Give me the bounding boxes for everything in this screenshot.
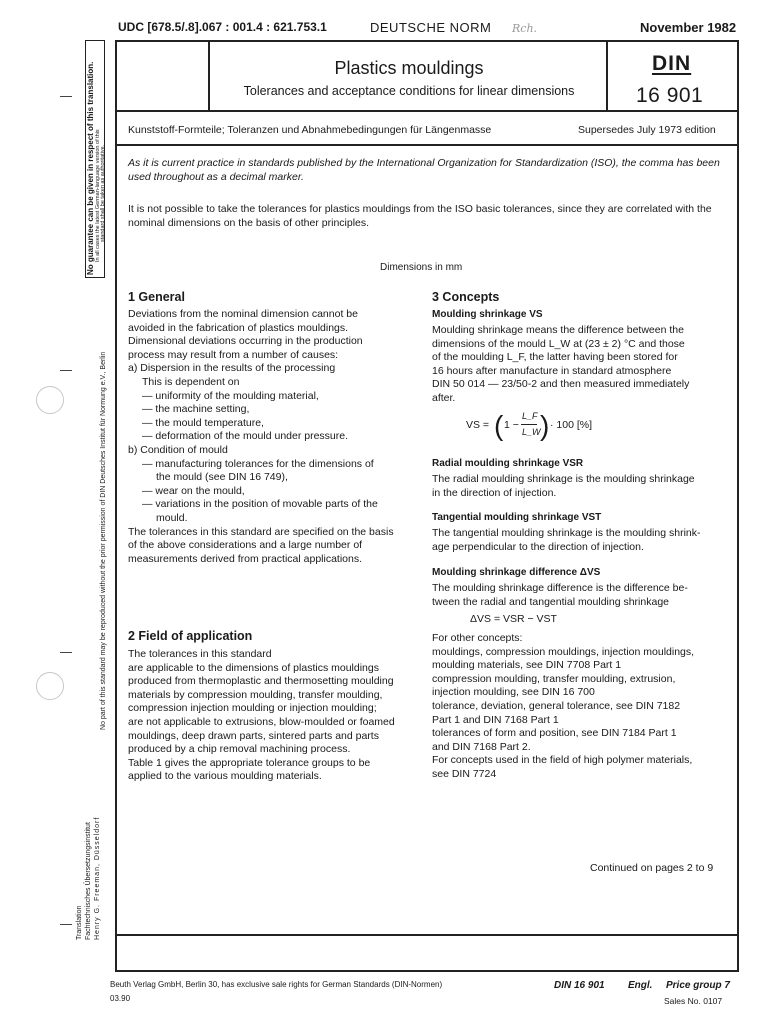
translator-line-3: Henry G. Freeman, Düsseldorf xyxy=(94,816,101,940)
text-line: in the direction of injection. xyxy=(432,486,557,499)
text-line: tolerance, deviation, general tolerance, see DIN 7182 xyxy=(432,699,681,712)
text-line: and DIN 7168 Part 2. xyxy=(432,740,531,753)
deutsche-norm-label: DEUTSCHE NORM xyxy=(370,20,492,35)
vsr-body xyxy=(432,473,722,500)
list-item: — wear on the mould, xyxy=(142,484,245,497)
text-line: applied to the various moulding materials. xyxy=(128,770,322,783)
text-line: are applicable to the dimensions of plastics mouldings xyxy=(128,661,379,674)
section-3-heading: 3 Concepts xyxy=(432,290,500,304)
list-item: — uniformity of the moulding material, xyxy=(142,389,319,402)
text-line: the mould (see DIN 16 749), xyxy=(156,471,288,484)
german-title: Kunststoff-Formteile; Toleranzen und Abnahmebedingungen für Längenmasse xyxy=(128,124,492,136)
text-line: produced by a chip removal machining process. xyxy=(128,743,351,756)
publisher-note: Beuth Verlag GmbH, Berlin 30, has exclusive sale rights for German Standards (DIN-Normen) xyxy=(110,980,443,989)
punch-hole xyxy=(36,672,64,700)
text-line: Part 1 and DIN 7168 Part 1 xyxy=(432,713,559,726)
disclaimer-line-1: No guarantee can be given in respect of this translation. xyxy=(86,61,95,275)
iso-tolerance-note: It is not possible to take the tolerances for plastics mouldings from the ISO basic tolerances, since they are correlated with the nominal dimensions on the basis of other principles. xyxy=(128,203,712,229)
margin-tick xyxy=(60,370,72,371)
din-logo: DIN xyxy=(652,52,692,75)
punch-hole xyxy=(36,386,64,414)
title-left-cell xyxy=(115,40,210,112)
text-line: produced from thermoplastic and thermosetting moulding xyxy=(128,675,394,688)
margin-tick xyxy=(60,96,72,97)
copyright-notice: No part of this standard may be reproduced without the prior permission of DIN Deutsches Institut für Normung e.V., Berlin xyxy=(100,351,107,730)
vs-subheading: Moulding shrinkage VS xyxy=(432,309,543,320)
text-line: mould. xyxy=(156,511,188,524)
issue-date: November 1982 xyxy=(640,20,737,35)
text-line: Table 1 gives the appropriate tolerance groups to be xyxy=(128,756,371,769)
vst-body xyxy=(432,527,722,554)
continued-note: Continued on pages 2 to 9 xyxy=(590,862,714,874)
vs-body xyxy=(432,324,722,406)
vst-subheading: Tangential moulding shrinkage VST xyxy=(432,512,602,523)
text-line: are not applicable to extrusions, blow-moulded or foamed xyxy=(128,715,395,728)
text-line: This is dependent on xyxy=(142,375,240,388)
text-line: The radial moulding shrinkage is the moulding shrinkage xyxy=(432,473,695,485)
din-standard-number: 16 901 xyxy=(636,84,704,107)
footer-din-ref: DIN 16 901 xyxy=(554,980,605,991)
text-line: The tolerances in this standard are specified on the basis xyxy=(128,525,394,538)
formula-denominator: L_W xyxy=(522,427,541,437)
print-code: 03.90 xyxy=(110,994,131,1003)
list-item: b) Condition of mould xyxy=(128,443,228,456)
decimal-comma-note: As it is current practice in standards published by the International Organization for Standardization (ISO), the comma has been used throughout as a decimal marker. xyxy=(128,157,720,183)
list-item: a) Dispersion in the results of the processing xyxy=(128,362,336,375)
formula-paren-open: ( xyxy=(494,410,504,441)
formula-numerator: L_F xyxy=(522,411,538,421)
text-line: injection moulding, see DIN 16 700 xyxy=(432,686,595,699)
text-line: see DIN 7724 xyxy=(432,767,497,780)
handwritten-initials: Rch. xyxy=(512,22,538,35)
text-line: For concepts used in the field of high polymer materials, xyxy=(432,754,693,767)
footer-divider xyxy=(115,934,739,936)
text-line: The moulding shrinkage difference is the difference be- xyxy=(432,582,688,594)
text-line: of the above considerations and a large number of xyxy=(128,539,363,552)
text-line: mouldings, compression mouldings, injection mouldings, xyxy=(432,645,695,658)
text-line: measurements derived from practical applications. xyxy=(128,552,363,565)
list-item: — the machine setting, xyxy=(142,403,250,416)
text-line: tolerances of form and position, see DIN 7184 Part 1 xyxy=(432,727,677,740)
text-line: compression moulding, transfer moulding, extrusion, xyxy=(432,672,676,685)
text-line: mouldings, deep drawn parts, sintered parts and parts xyxy=(128,729,379,742)
list-item: — variations in the position of movable parts of the xyxy=(142,498,378,511)
dvs-body xyxy=(432,582,722,609)
other-concepts xyxy=(432,632,727,782)
dvs-subheading: Moulding shrinkage difference ΔVS xyxy=(432,567,601,578)
footer-language: Engl. xyxy=(628,980,653,991)
vsr-subheading: Radial moulding shrinkage VSR xyxy=(432,458,584,469)
udc-code: UDC [678.5/.8].067 : 001.4 : 621.753.1 xyxy=(118,20,327,34)
section-2-body xyxy=(128,648,418,784)
supersedes-note: Supersedes July 1973 edition xyxy=(578,124,716,136)
margin-tick xyxy=(60,924,72,925)
text-line: of the moulding L_F, the latter having been stored for xyxy=(432,351,678,364)
translator-line-1: Translation xyxy=(76,905,83,940)
dvs-formula: ΔVS = VSR − VST xyxy=(470,613,557,625)
margin-tick xyxy=(60,652,72,653)
header-divider xyxy=(115,144,739,146)
sales-number: Sales No. 0107 xyxy=(664,996,723,1006)
text-line: moulding materials, see DIN 7708 Part 1 xyxy=(432,659,622,672)
disclaimer-line-3: standard shall be taken as authoritative. xyxy=(100,144,106,242)
formula-fraction-bar xyxy=(521,424,537,425)
list-item: — deformation of the mould under pressure. xyxy=(142,430,349,443)
disclaimer-line-2: In all cases the latest German-language version of this xyxy=(95,129,101,262)
list-item: — the mould temperature, xyxy=(142,416,264,429)
text-line: tween the radial and tangential moulding shrinkage xyxy=(432,595,669,608)
translator-line-2: Fachtechnisches Übersetzungsinstitut xyxy=(85,822,92,940)
text-line: avoided in the fabrication of plastics mouldings. xyxy=(128,321,349,334)
text-line: The tolerances in this standard xyxy=(128,648,272,660)
list-item: — manufacturing tolerances for the dimensions of xyxy=(142,457,374,470)
formula-one-minus: 1 − xyxy=(504,419,519,431)
text-line: dimensions of the mould L_W at (23 ± 2) °C and those xyxy=(432,337,685,350)
text-line: Moulding shrinkage means the difference between the xyxy=(432,324,684,336)
text-line: process may result from a number of causes: xyxy=(128,348,339,361)
dimensions-note: Dimensions in mm xyxy=(380,262,463,273)
formula-lhs: VS = xyxy=(466,419,490,431)
section-2-heading: 2 Field of application xyxy=(128,629,253,643)
document-title: Plastics mouldings xyxy=(334,58,484,78)
text-line: Deviations from the nominal dimension cannot be xyxy=(128,308,358,320)
section-1-body xyxy=(128,308,418,566)
text-line: compression injection moulding or injection moulding; xyxy=(128,702,377,715)
text-line: Dimensional deviations occurring in the production xyxy=(128,335,363,348)
section-1-heading: 1 General xyxy=(128,290,185,304)
text-line: after. xyxy=(432,391,456,404)
formula-rhs: · 100 [%] xyxy=(550,419,593,431)
text-line: age perpendicular to the direction of injection. xyxy=(432,540,644,553)
text-line: For other concepts: xyxy=(432,632,523,644)
text-line: materials by compression moulding, transfer moulding, xyxy=(128,688,383,701)
text-line: 16 hours after manufacture in standard atmosphere xyxy=(432,364,672,377)
text-line: DIN 50 014 — 23/50-2 and then measured immediately xyxy=(432,378,690,391)
vs-formula xyxy=(466,410,626,448)
document-subtitle: Tolerances and acceptance conditions for linear dimensions xyxy=(243,84,575,98)
price-group: Price group 7 xyxy=(666,980,730,991)
text-line: The tangential moulding shrinkage is the moulding shrink- xyxy=(432,527,701,539)
formula-paren-close: ) xyxy=(540,410,550,441)
